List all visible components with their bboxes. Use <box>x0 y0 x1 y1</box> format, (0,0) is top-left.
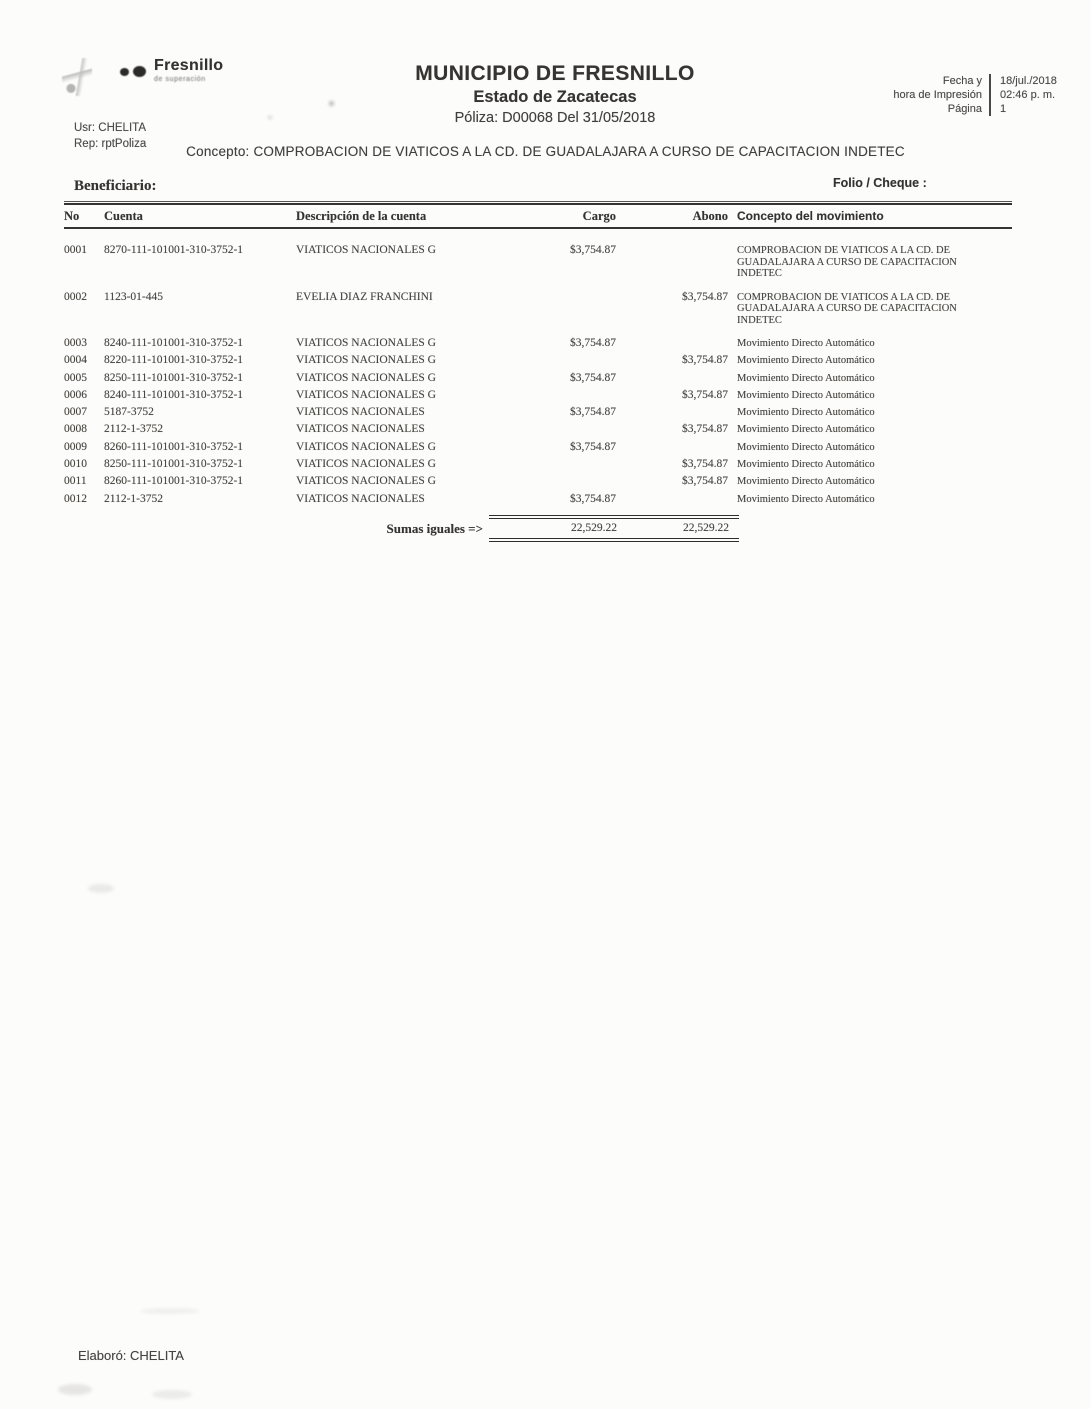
table-body <box>64 229 1012 508</box>
print-info-values <box>991 74 1067 116</box>
scan-artifact <box>268 116 272 119</box>
col-header-descripcion: Descripción de la cuenta <box>296 209 427 223</box>
table-row <box>64 335 1012 352</box>
cell-no: 0004 <box>64 354 87 367</box>
cell-no: 0012 <box>64 492 87 505</box>
col-header-cuenta: Cuenta <box>104 209 143 223</box>
cell-no: 0006 <box>64 388 87 401</box>
col-header-abono: Abono <box>692 209 728 223</box>
table-row <box>64 404 1012 421</box>
col-header-cargo: Cargo <box>582 209 616 223</box>
table-row <box>64 289 1012 327</box>
col-header-concepto: Concepto del movimiento <box>737 209 884 223</box>
beneficiario-label: Beneficiario: <box>74 178 157 194</box>
cell-cuenta: 8260-111-101001-310-3752-1 <box>104 440 244 453</box>
table-row <box>64 439 1012 456</box>
cell-no: 0011 <box>64 475 87 488</box>
cell-cargo: $3,754.87 <box>570 406 616 419</box>
cell-descripcion: VIATICOS NACIONALES G <box>296 244 436 256</box>
page-title: MUNICIPIO DE FRESNILLO <box>415 62 695 85</box>
fresnillo-logo-icon <box>120 66 146 77</box>
cell-concepto: Movimiento Directo Automático <box>737 355 875 367</box>
cell-concepto: Movimiento Directo Automático <box>737 407 875 419</box>
cell-cuenta: 8260-111-101001-310-3752-1 <box>104 475 244 488</box>
cell-concepto: Movimiento Directo Automático <box>737 372 875 384</box>
table-row <box>64 352 1012 369</box>
scan-artifact <box>88 884 114 893</box>
scan-artifact <box>140 1308 200 1314</box>
cell-cargo: $3,754.87 <box>570 492 616 505</box>
cell-concepto: COMPROBACION DE VIATICOS A LA CD. DE GUADALAJARA A CURSO DE CAPACITACION INDETEC <box>737 245 957 279</box>
cell-cuenta: 8220-111-101001-310-3752-1 <box>104 354 244 367</box>
cell-cuenta: 8240-111-101001-310-3752-1 <box>104 337 244 349</box>
print-label-pagina: Página <box>947 103 982 115</box>
cell-cuenta: 8270-111-101001-310-3752-1 <box>104 244 244 256</box>
cell-concepto: Movimiento Directo Automático <box>737 476 875 488</box>
cell-cargo: $3,754.87 <box>570 244 616 256</box>
scan-artifact <box>58 1384 92 1395</box>
cell-descripcion: VIATICOS NACIONALES G <box>296 458 436 471</box>
user-line: Usr: CHELITA <box>74 122 146 134</box>
print-info-labels <box>893 74 991 116</box>
cell-abono: $3,754.87 <box>682 475 728 488</box>
report-line: Rep: rptPoliza <box>74 138 147 150</box>
cell-abono: $3,754.87 <box>682 290 728 303</box>
totals-box <box>489 515 739 542</box>
concepto-line: Concepto: COMPROBACION DE VIATICOS A LA CD. DE GUADALAJARA A CURSO DE CAPACITACION INDETEC <box>186 144 905 159</box>
cell-no: 0008 <box>64 423 87 436</box>
total-cargo: 22,529.22 <box>571 521 617 534</box>
folio-cheque-label: Folio / Cheque : <box>833 176 927 190</box>
cell-cuenta: 2112-1-3752 <box>104 423 163 436</box>
cell-cuenta: 8250-111-101001-310-3752-1 <box>104 371 244 384</box>
cell-no: 0009 <box>64 440 87 453</box>
cell-cuenta: 8250-111-101001-310-3752-1 <box>104 458 244 471</box>
logo-dot-icon <box>120 68 129 76</box>
cell-no: 0003 <box>64 337 87 349</box>
cell-cargo: $3,754.87 <box>570 371 616 384</box>
cell-no: 0002 <box>64 290 87 303</box>
elaboro-line: Elaboró: CHELITA <box>78 1348 184 1363</box>
cell-cargo: $3,754.87 <box>570 337 616 349</box>
page-subtitle: Estado de Zacatecas <box>473 88 637 106</box>
cell-concepto: Movimiento Directo Automático <box>737 338 875 349</box>
sums-label: Sumas iguales => <box>386 520 483 536</box>
logo-tagline: de superación <box>154 76 206 83</box>
cell-abono: $3,754.87 <box>682 423 728 436</box>
cell-descripcion: VIATICOS NACIONALES G <box>296 354 436 367</box>
col-header-no: No <box>64 209 80 223</box>
print-value-pagina: 1 <box>1000 103 1007 115</box>
cell-no: 0010 <box>64 458 87 471</box>
cell-abono: $3,754.87 <box>682 354 728 367</box>
ink-stamp-mark <box>62 58 92 96</box>
cell-descripcion: VIATICOS NACIONALES <box>296 492 425 505</box>
cell-descripcion: VIATICOS NACIONALES G <box>296 440 436 453</box>
table-row <box>64 456 1012 473</box>
ledger-table <box>64 201 1012 542</box>
cell-no: 0001 <box>64 244 87 256</box>
table-row <box>64 242 1012 280</box>
cell-concepto: Movimiento Directo Automático <box>737 389 875 401</box>
scan-artifact <box>152 1390 192 1399</box>
print-label-hora: hora de Impresión <box>893 89 982 101</box>
cell-descripcion: VIATICOS NACIONALES G <box>296 337 436 349</box>
cell-descripcion: VIATICOS NACIONALES <box>296 423 425 436</box>
cell-cuenta: 2112-1-3752 <box>104 492 163 505</box>
cell-no: 0005 <box>64 371 87 384</box>
logo-wordmark: Fresnillo <box>154 57 224 74</box>
cell-descripcion: VIATICOS NACIONALES G <box>296 388 436 401</box>
logo-block <box>62 58 223 96</box>
table-row <box>64 370 1012 387</box>
document-header <box>320 62 790 126</box>
cell-cuenta: 8240-111-101001-310-3752-1 <box>104 388 244 401</box>
cell-concepto: Movimiento Directo Automático <box>737 441 875 453</box>
cell-concepto: Movimiento Directo Automático <box>737 424 875 436</box>
table-row <box>64 491 1012 508</box>
cell-descripcion: EVELIA DIAZ FRANCHINI <box>296 290 433 303</box>
cell-concepto: COMPROBACION DE VIATICOS A LA CD. DE GUADALAJARA A CURSO DE CAPACITACION INDETEC <box>737 291 957 326</box>
cell-cuenta: 5187-3752 <box>104 406 154 419</box>
cell-abono: $3,754.87 <box>682 458 728 471</box>
poliza-number-line: Póliza: D00068 Del 31/05/2018 <box>454 110 656 126</box>
print-label-fecha: Fecha y <box>942 75 982 87</box>
cell-concepto: Movimiento Directo Automático <box>737 459 875 471</box>
table-header-row <box>64 205 1012 229</box>
cell-cuenta: 1123-01-445 <box>104 290 163 303</box>
print-value-hora: 02:46 p. m. <box>1000 89 1056 101</box>
totals-row <box>64 515 1012 542</box>
cell-no: 0007 <box>64 406 87 419</box>
print-value-fecha: 18/jul./2018 <box>1000 75 1057 87</box>
table-row <box>64 421 1012 438</box>
table-row <box>64 473 1012 490</box>
cell-concepto: Movimiento Directo Automático <box>737 493 875 505</box>
cell-abono: $3,754.87 <box>682 388 728 401</box>
cell-cargo: $3,754.87 <box>570 440 616 453</box>
print-info <box>893 74 1067 116</box>
logo-dot-icon <box>133 66 146 77</box>
total-abono: 22,529.22 <box>683 521 729 534</box>
cell-descripcion: VIATICOS NACIONALES G <box>296 371 436 384</box>
cell-descripcion: VIATICOS NACIONALES <box>296 406 425 419</box>
table-row <box>64 387 1012 404</box>
cell-descripcion: VIATICOS NACIONALES G <box>296 475 436 488</box>
